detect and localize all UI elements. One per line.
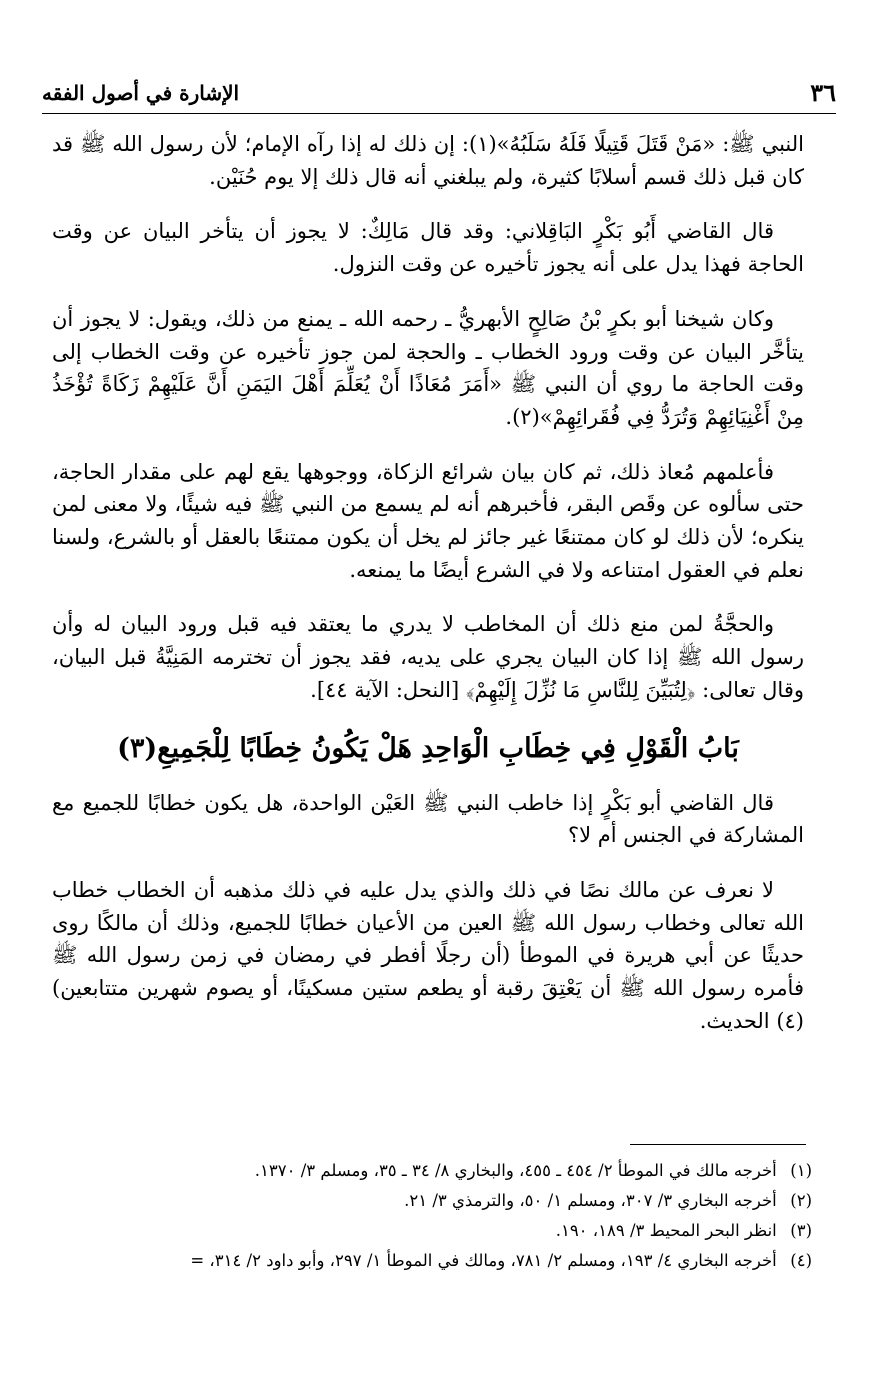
footnote <box>42 1186 812 1216</box>
paragraph: النبي ﷺ: «مَنْ قَتَلَ قَتِيلًا فَلَهُ سَلَبُهُ»(١): إن ذلك له إذا رآه الإمام؛ لأن رسول الله ﷺ قد كان قبل ذلك قسم أسلابًا كثيرة، ولم يبلغني أنه قال ذلك إلا يوم حُنَيْن. <box>52 132 804 189</box>
footnote <box>42 1246 812 1276</box>
footnote-number: (٢) <box>790 1191 812 1210</box>
paragraph: قال القاضي أَبُو بَكْرٍ البَاقِلاني: وقد قال مَالِكٌ: لا يجوز أن يتأخر البيان عن وقت الحاجة فهذا يدل على أنه يجوز تأخيره عن وقت النزول. <box>52 219 804 277</box>
paragraph: والحجَّةُ لمن منع ذلك أن المخاطب لا يدري ما يعتقد فيه قبل ورود البيان له وأن رسول الله ﷺ إذا كان البيان يجري على يديه، فقد يجوز أن تخترمه المَنِيَّةُ قبل البيان، وقال تعالى: ﴿لِتُبَيِّنَ لِلنَّاسِ مَا نُزِّلَ إِلَيْهِمْ﴾ [النحل: الآية ٤٤]. <box>52 612 804 702</box>
footnotes <box>42 1156 812 1276</box>
paragraph: قال القاضي أبو بَكْرٍ إذا خاطب النبي ﷺ العَيْن الواحدة، هل يكون خطابًا للجميع مع المشاركة في الجنس أم لا؟ <box>52 790 804 848</box>
footnote-number: (٣) <box>790 1221 812 1240</box>
paragraph: لا نعرف عن مالك نصًا في ذلك والذي يدل عليه في ذلك مذهبه أن الخطاب خطاب الله تعالى وخطاب رسول الله ﷺ العين من الأعيان خطابًا للجميع، وذلك أن مالكًا روى حديثًا عن أبي هريرة في الموطأ (أن رجلًا أفطر في رمضان في زمن رسول الله ﷺ فأمره رسول الله ﷺ أن يَعْتِقَ رقبة أو يطعم ستين مسكينًا، أو يصوم شهرين متتابعين)(٤) الحديث. <box>52 877 804 1033</box>
section-heading: بَابُ الْقَوْلِ فِي خِطَابِ الْوَاحِدِ هَلْ يَكُونُ خِطَابًا لِلْجَمِيعِ(٣) <box>117 732 739 764</box>
page-header <box>42 78 836 114</box>
running-title: الإشارة في أصول الفقه <box>42 81 240 105</box>
footnote-number: (٤) <box>790 1251 812 1270</box>
paragraph: فأعلمهم مُعاذ ذلك، ثم كان بيان شرائع الزكاة، ووجوهها يقع لهم على مقدار الحاجة، حتى سألوه عن وقَص البقر، فأخبرهم أنه لم يسمع من النبي ﷺ فيه شيئًا، ولا معنى لمن ينكره؛ لأن ذلك لو كان ممتنعًا غير جائز لم يخل أن يكون ممتنعًا بالعقل أو بالشرع، ولسنا نعلم في العقول امتناعه ولا في الشرع أيضًا ما يمنعه. <box>52 459 804 582</box>
footnote-number: (١) <box>790 1161 812 1180</box>
footnote <box>42 1156 812 1186</box>
footnote-rule <box>630 1144 806 1145</box>
header-rule <box>42 113 836 114</box>
footnote-text: أخرجه مالك في الموطأ ٢/ ٤٥٤ ـ ٤٥٥، والبخاري ٨/ ٣٤ ـ ٣٥، ومسلم ٣/ ١٣٧٠. <box>254 1161 777 1180</box>
paragraph: وكان شيخنا أبو بكرٍ بْنُ صَالِحٍ الأبهريُّ ـ رحمه الله ـ يمنع من ذلك، ويقول: لا يجوز أن يتأخَّر البيان عن وقت ورود الخطاب ـ والحجة لمن جوز تأخيره عن وقت الخطاب إلى وقت الحاجة ما روي أن النبي ﷺ «أَمَرَ مُعَاذًا أَنْ يُعَلِّمَ أَهْلَ اليَمَنِ أَنَّ عَلَيْهِمْ زَكَاةً تُؤْخَذُ مِنْ أَغْنِيَائِهِمْ وَتُرَدُّ فِي فُقَرائِهِمْ»(٢). <box>52 306 804 429</box>
footnote-text: أخرجه البخاري ٣/ ٣٠٧، ومسلم ١/ ٥٠، والترمذي ٣/ ٢١. <box>404 1191 777 1210</box>
page-number: ٣٦ <box>810 78 836 107</box>
footnote <box>42 1216 812 1246</box>
footnote-text: أخرجه البخاري ٤/ ١٩٣، ومسلم ٢/ ٧٨١، ومالك في الموطأ ١/ ٢٩٧، وأبو داود ٢/ ٣١٤، = <box>190 1251 777 1270</box>
main-text <box>52 128 804 1059</box>
footnote-text: انظر البحر المحيط ٣/ ١٨٩، ١٩٠. <box>555 1221 777 1240</box>
